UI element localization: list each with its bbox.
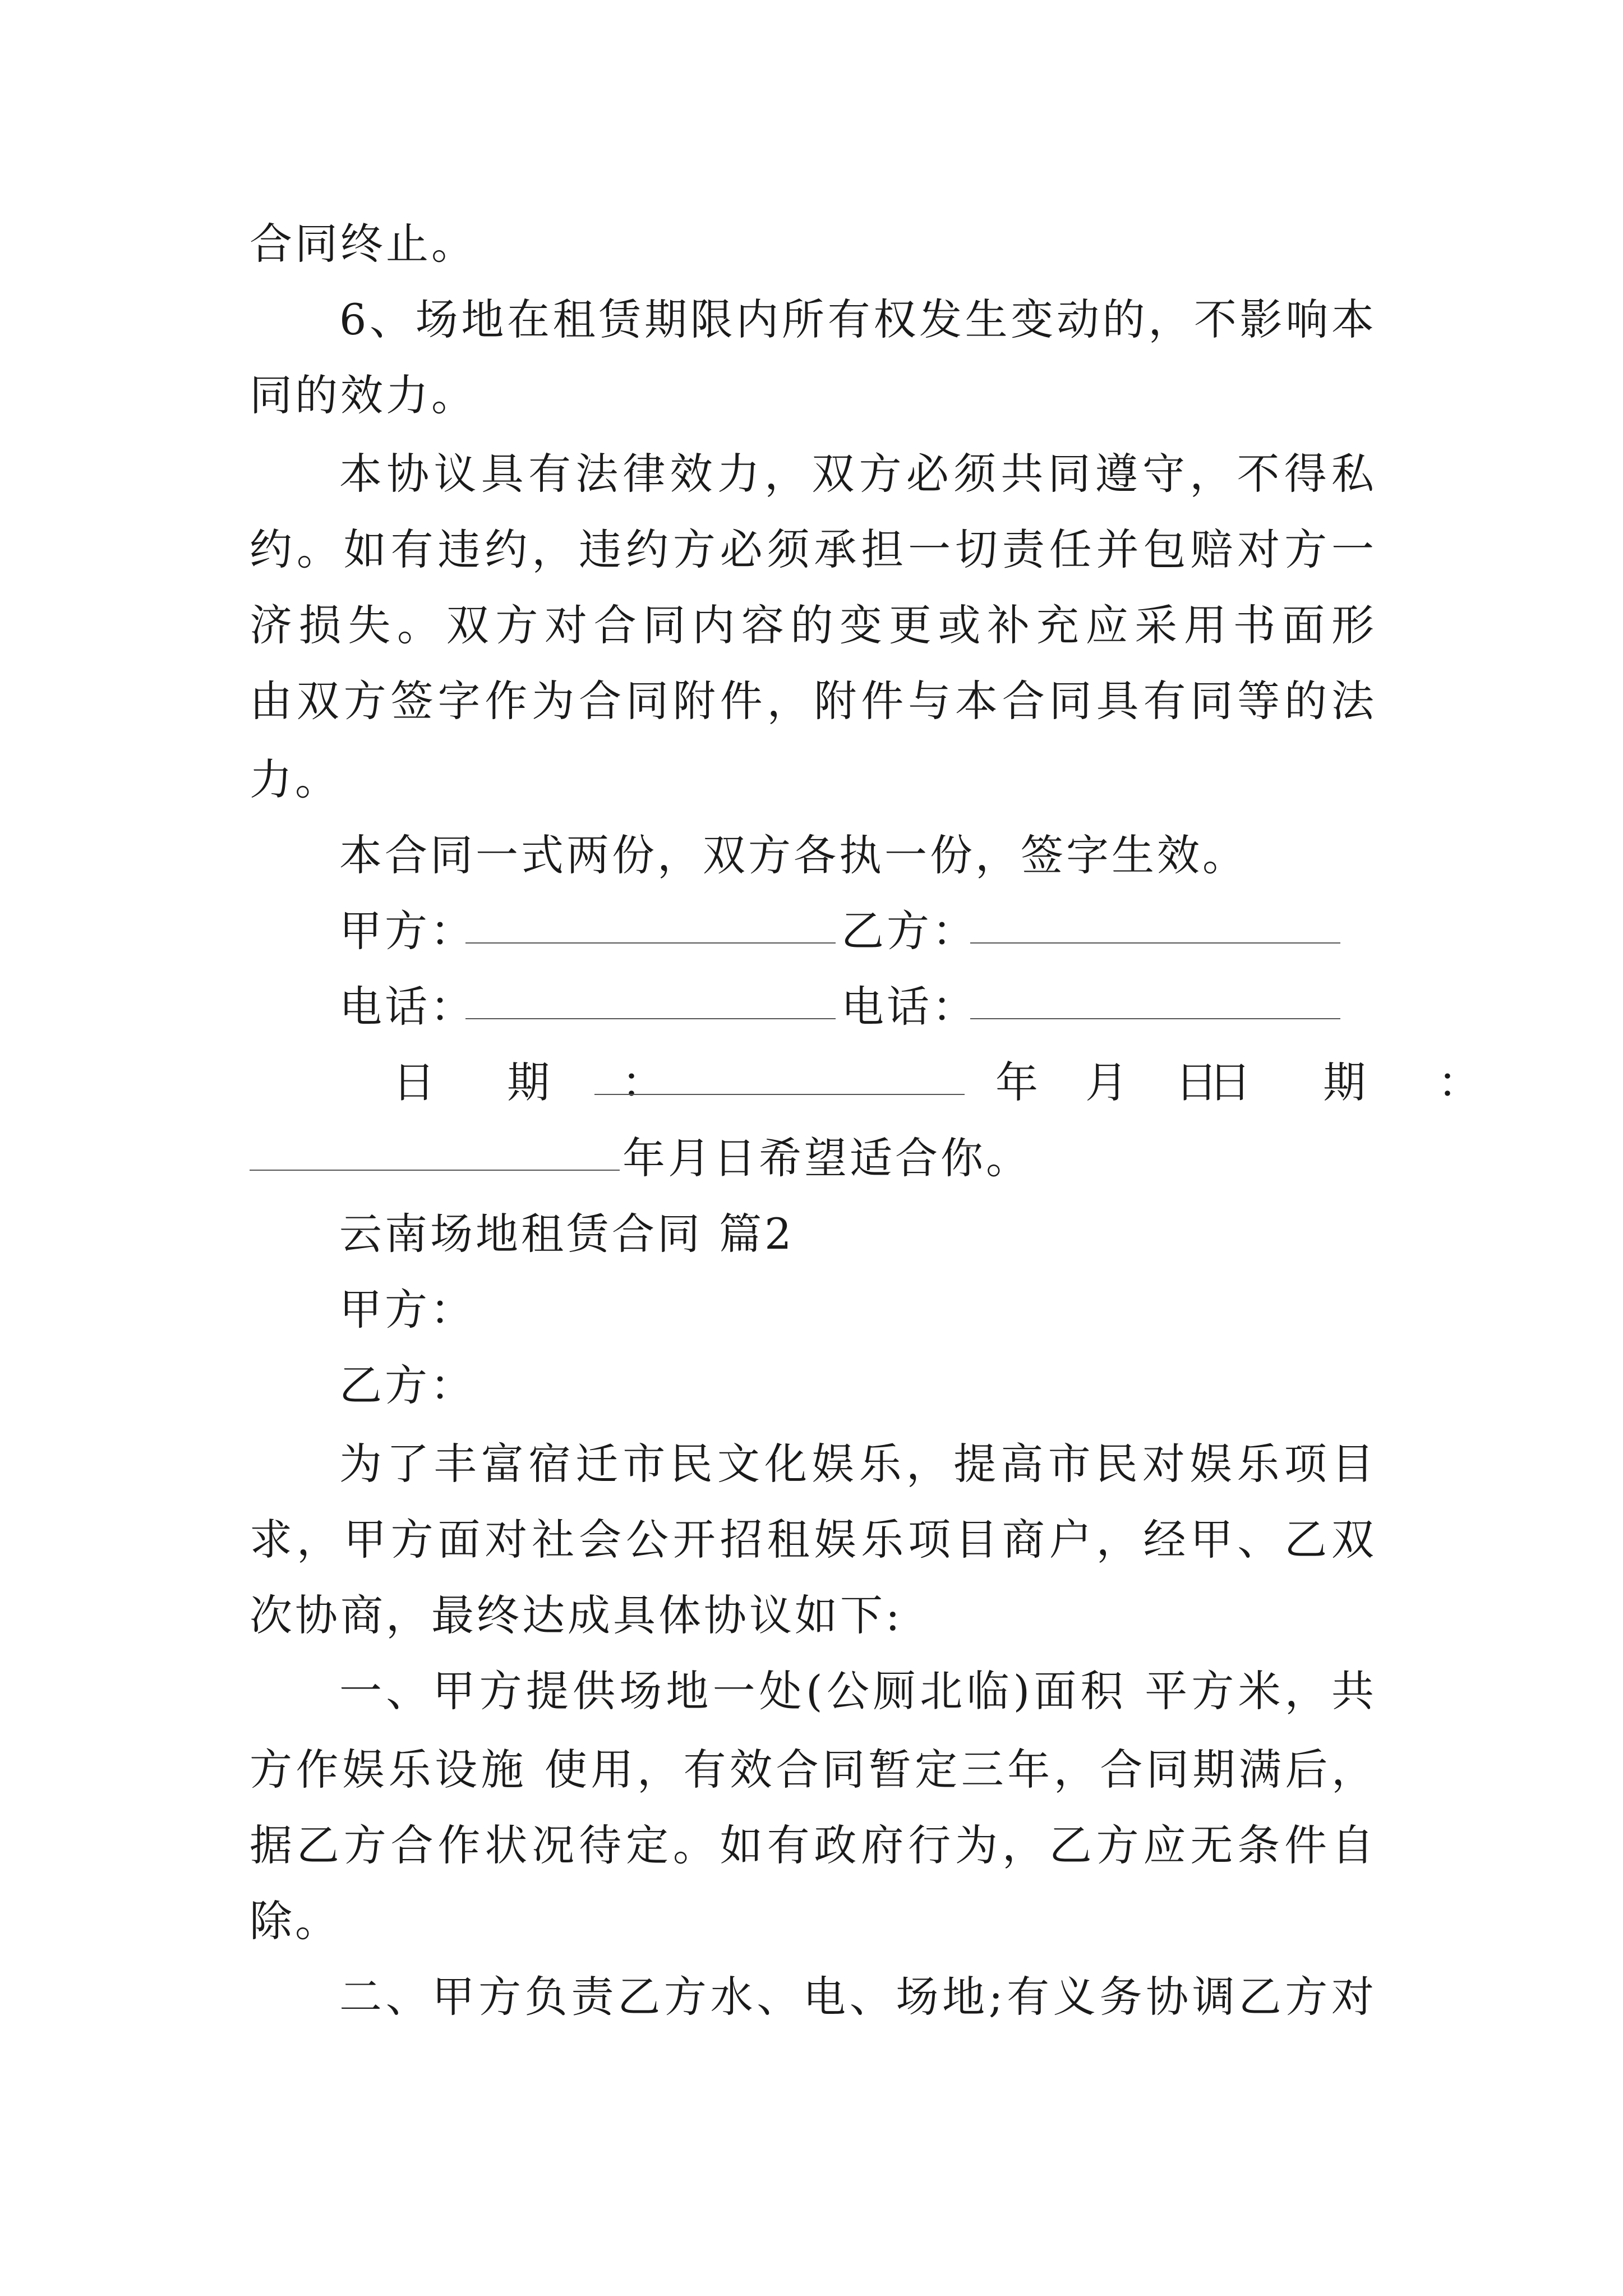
paragraph-line: 一、甲方提供场地一处(公厕北临)面积 平方米，共 [339,1666,1377,1716]
party-a-label: 甲方： [339,906,476,956]
phone-b-label: 电话： [841,982,978,1032]
paragraph-line: 次协商，最终达成具体协议如下: [250,1590,903,1640]
paragraph-line: 力。 [250,754,340,804]
paragraph-line: 同的效力。 [250,370,477,420]
party-a-blank [465,942,836,944]
party-b-heading: 乙方： [339,1360,476,1410]
signature-row-phones [339,979,1377,1035]
paragraph-line: 本合同一式两份，双方各执一份，签字生效。 [339,830,1248,880]
phone-a-blank [465,1018,836,1019]
paragraph-line: 除。 [250,1896,340,1946]
date-a-blank [594,1094,965,1095]
paragraph-line: 6、场地在租赁期限内所有权发生变动的，不影响本 [339,295,1377,344]
paragraph-line: 求，甲方面对社会公开招租娱乐项目商户，经甲、乙双 [250,1515,1377,1565]
party-a-heading: 甲方： [339,1285,476,1335]
signature-row-closing [250,1130,1377,1186]
party-b-label: 乙方： [841,906,978,956]
paragraph-line: 为了丰富宿迁市民文化娱乐，提高市民对娱乐项目 [339,1439,1377,1489]
signature-row-dates [393,1055,1510,1111]
paragraph-line: 由双方签字作为合同附件，附件与本合同具有同等的法 [250,676,1377,726]
date-label-a: 日 期 ： [393,1057,694,1107]
date-b-blank [250,1170,620,1171]
paragraph-line: 本协议具有法律效力，双方必须共同遵守，不得私 [339,449,1377,499]
paragraph-line: 济损失。双方对合同内容的变更或补充应采用书面形 [250,600,1377,650]
signature-row-parties [339,903,1377,959]
section-title: 云南场地租赁合同 篇2 [339,1209,795,1259]
party-b-blank [970,942,1340,944]
paragraph-line: 合同终止。 [250,219,477,269]
paragraph-line: 二、甲方负责乙方水、电、场地;有义务协调乙方对 [339,1972,1377,2022]
phone-a-label: 电话： [339,982,476,1032]
date-a-ymd: 年 月 日 [995,1057,1235,1107]
paragraph-line: 约。如有违约，违约方必须承担一切责任并包赔对方一 [250,524,1377,574]
paragraph-line: 方作娱乐设施 使用，有效合同暂定三年，合同期满后， [250,1745,1377,1795]
paragraph-line: 据乙方合作状况待定。如有政府行为，乙方应无条件自 [250,1820,1377,1870]
closing-text: 年月日希望适合你。 [623,1133,1031,1183]
phone-b-blank [970,1018,1340,1019]
date-label-b: 日 期 ： [1209,1057,1510,1107]
